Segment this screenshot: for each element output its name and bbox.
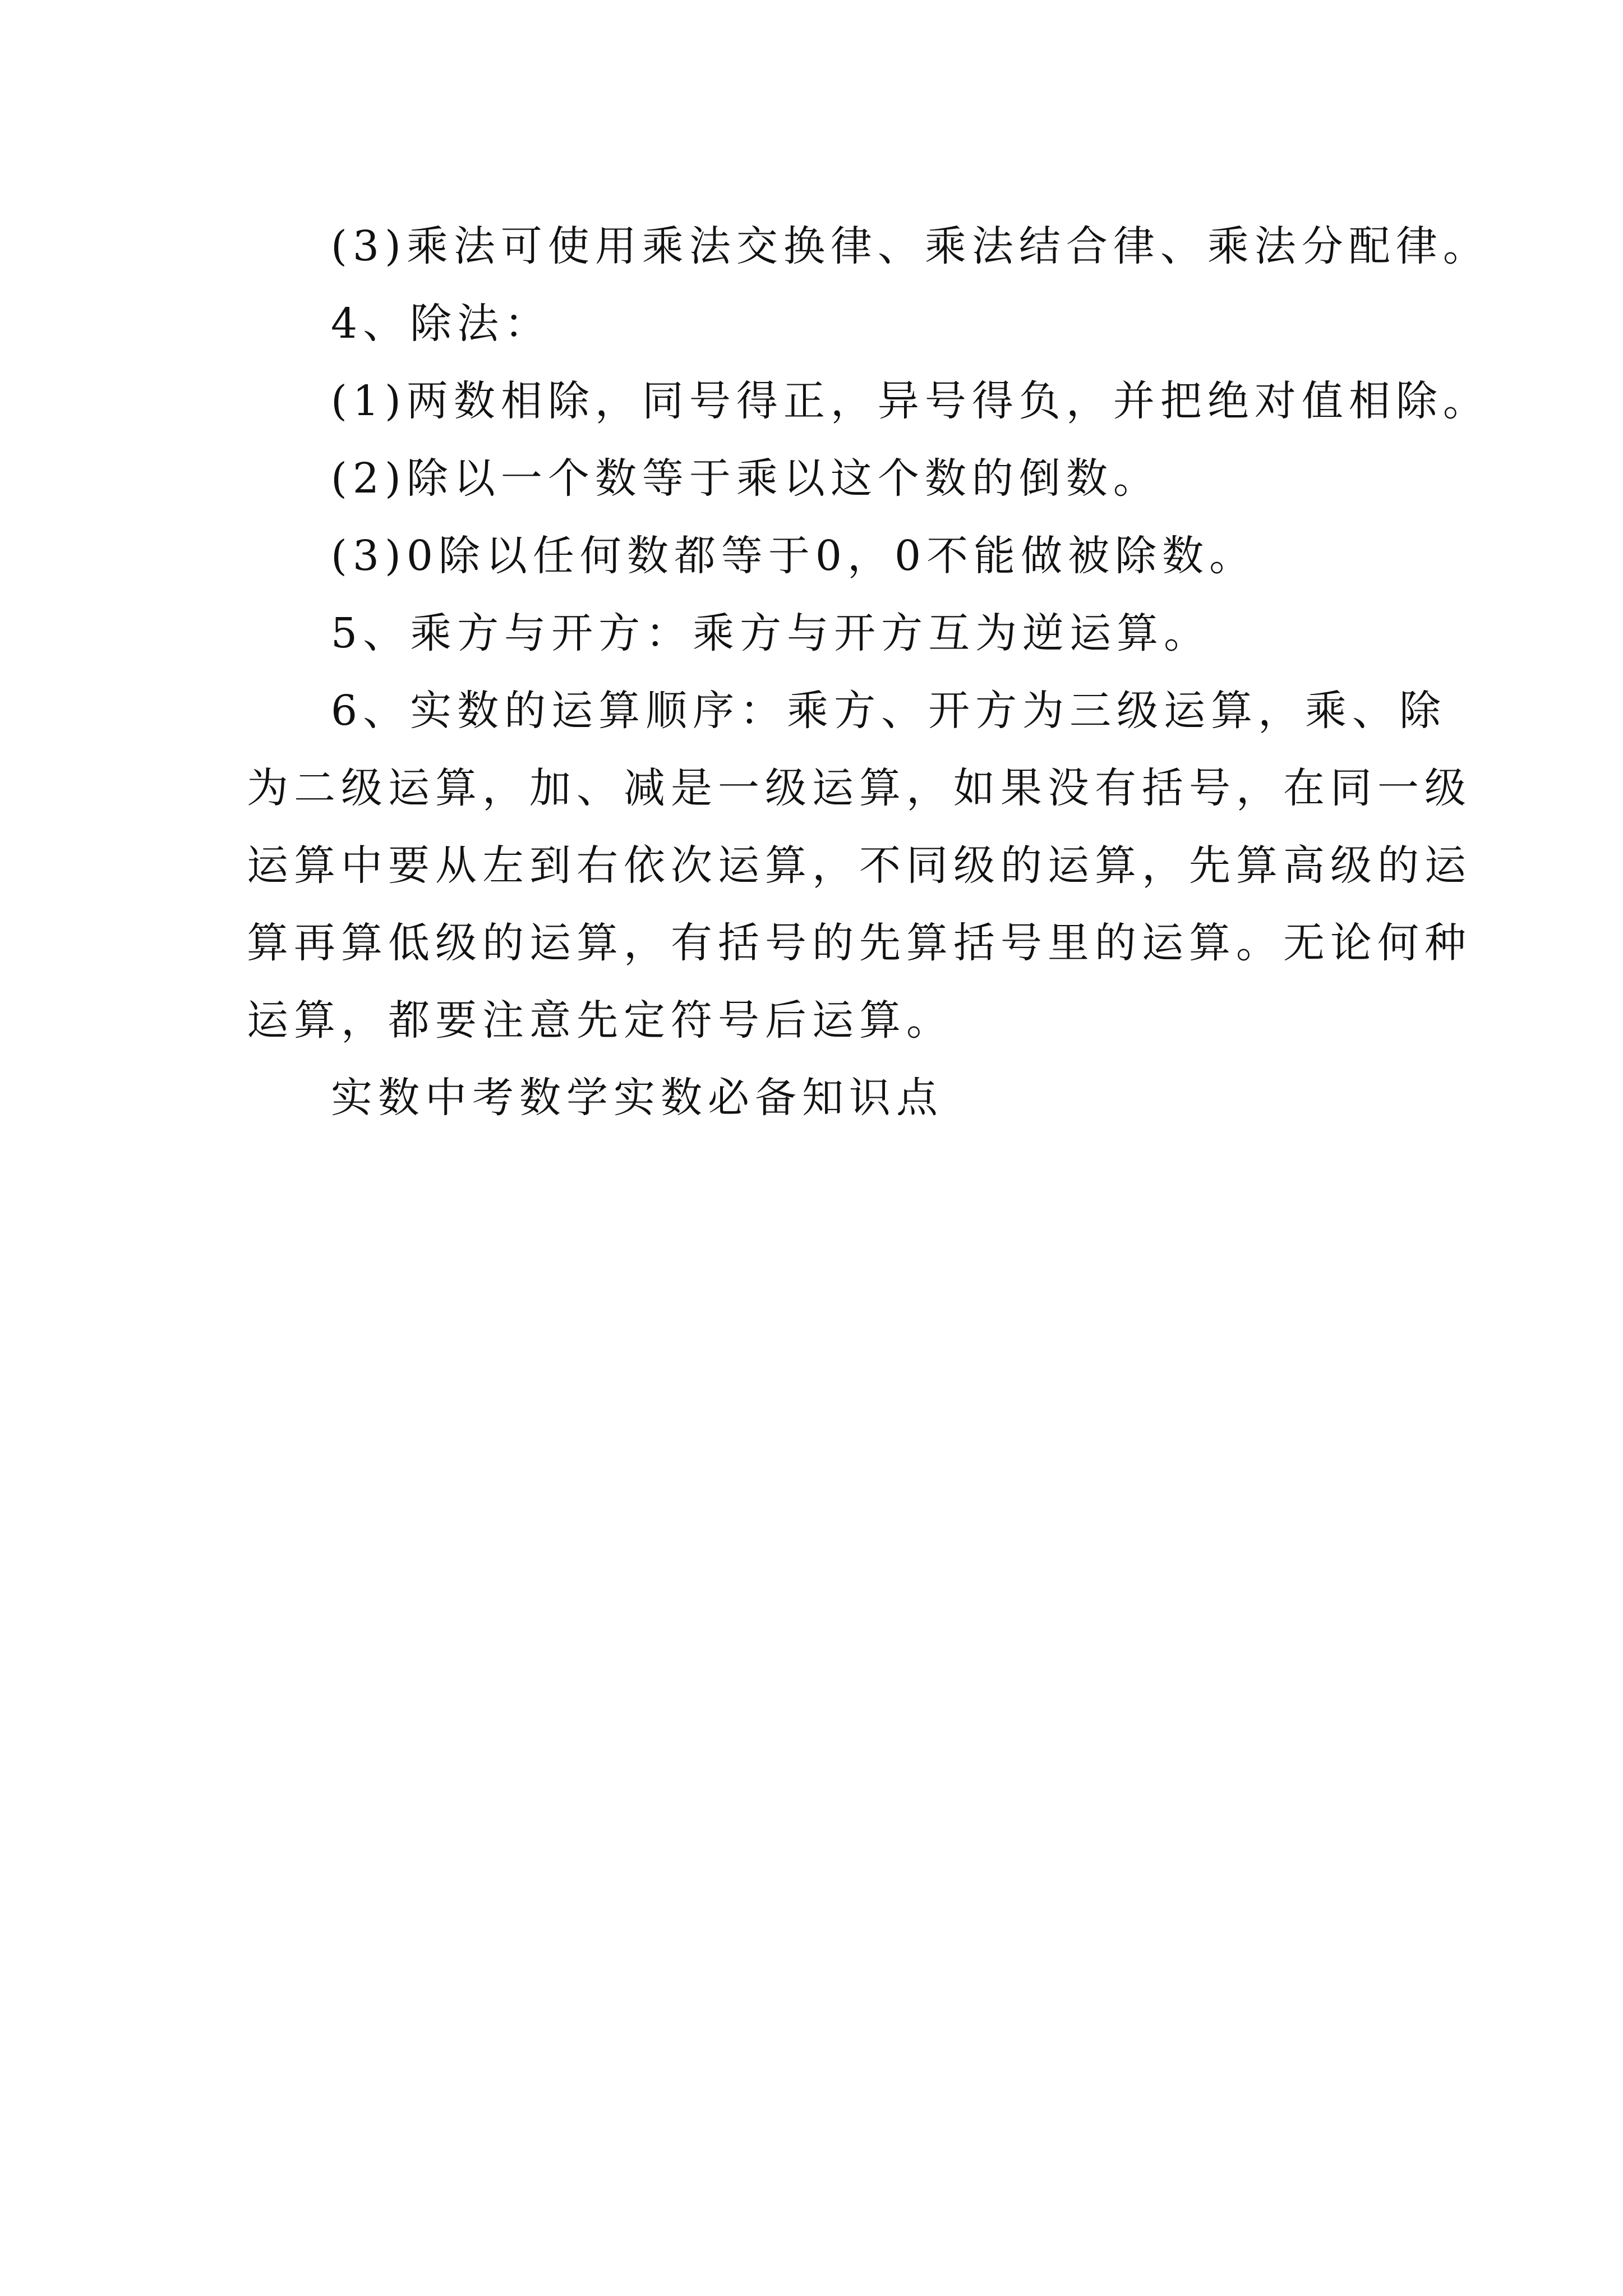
text-line-order-of-operations-cont-1: 为二级运算，加、减是一级运算，如果没有括号，在同一级 [247, 764, 1472, 812]
text-line-order-of-operations-cont-2: 运算中要从左到右依次运算，不同级的运算，先算高级的运 [247, 841, 1472, 890]
text-line-division-rule-2: (2)除以一个数等于乘以这个数的倒数。 [331, 454, 1160, 503]
text-line-powers-roots: 5、乘方与开方：乘方与开方互为逆运算。 [331, 609, 1211, 657]
text-line-division-rule-3: (3)0除以任何数都等于0，0不能做被除数。 [331, 532, 1257, 580]
text-line-order-of-operations-cont-3: 算再算低级的运算，有括号的先算括号里的运算。无论何种 [247, 919, 1472, 967]
text-line-order-of-operations: 6、实数的运算顺序：乘方、开方为三级运算，乘、除 [331, 687, 1447, 735]
document-body [247, 208, 1490, 1137]
text-line-division-heading: 4、除法： [331, 300, 552, 348]
text-line-order-of-operations-cont-4: 运算，都要注意先定符号后运算。 [247, 996, 953, 1045]
text-line-multiplication-laws: (3)乘法可使用乘法交换律、乘法结合律、乘法分配律。 [331, 222, 1490, 270]
text-line-closing-title: 实数中考数学实数必备知识点 [331, 1074, 943, 1122]
text-line-division-rule-1: (1)两数相除，同号得正，异号得负，并把绝对值相除。 [331, 377, 1490, 425]
